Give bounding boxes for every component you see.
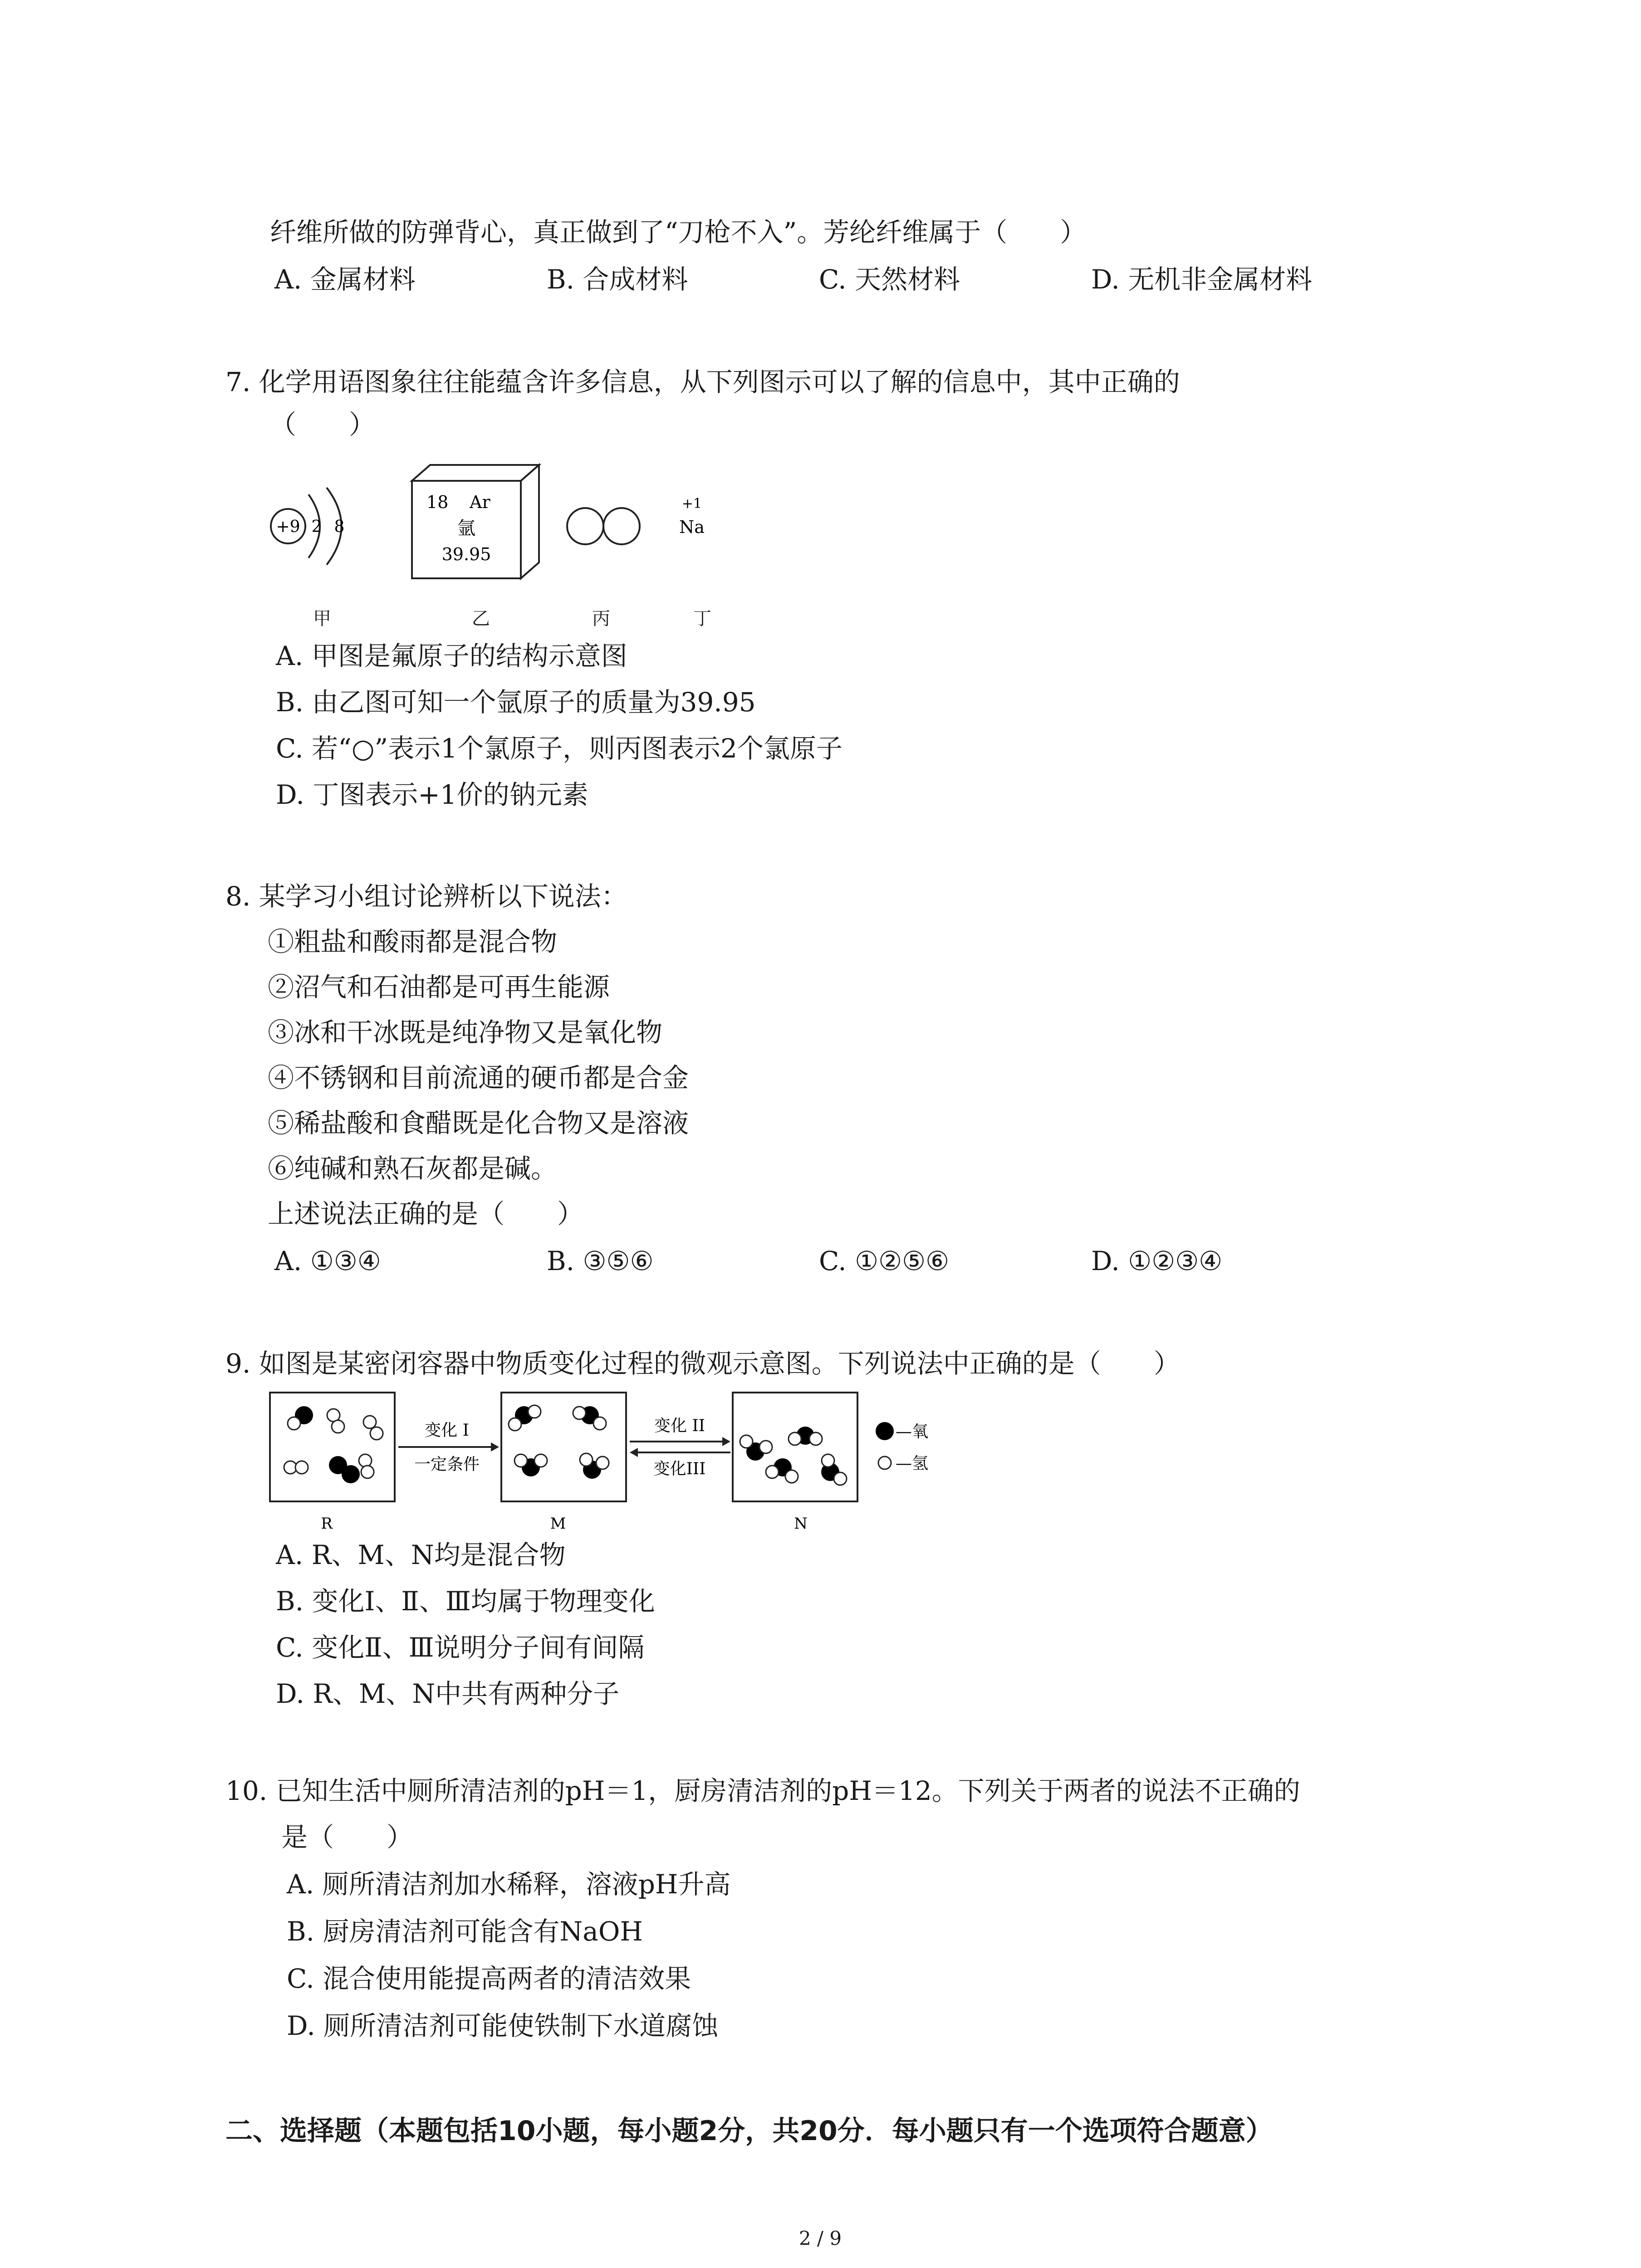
q7-option-a: A. 甲图是氟原子的结构示意图 [276,640,627,671]
q8-statement-3: ③冰和干冰既是纯净物又是氧化物 [268,1017,663,1048]
box-m [501,1393,626,1501]
q10-stem-line1: 10. 已知生活中厕所清洁剂的pH＝1，厨房清洁剂的pH＝12。下列关于两者的说法不正确的 [225,1775,1300,1806]
q10-option-d: D. 厕所清洁剂可能使铁制下水道腐蚀 [287,2010,719,2041]
q9-option-c: C. 变化Ⅱ、Ⅲ说明分子间有间隔 [276,1632,645,1663]
q8-statement-5: ⑤稀盐酸和食醋既是化合物又是溶液 [268,1108,689,1139]
q8-statement-4: ④不锈钢和目前流通的硬币都是合金 [268,1062,689,1093]
q6-option-b: B. 合成材料 [547,264,688,295]
q8-option-d: D. ①②③④ [1091,1246,1223,1276]
oxygen-legend-dot [876,1422,894,1440]
q6-option-d: D. 无机非金属材料 [1091,264,1313,295]
arrow2-top-label: 变化 II [654,1417,705,1435]
q6-stem-tail: 纤维所做的防弹背心，真正做到了“刀枪不入”。芳纶纤维属于（ ） [270,217,1087,248]
element-number: 18 [426,492,449,512]
q8-question: 上述说法正确的是（ ） [268,1198,584,1229]
fig-label-bing: 丙 [592,608,610,629]
q8-option-a: A. ①③④ [274,1246,381,1276]
q9-legend [876,1422,928,1473]
q9-option-a: A. R、M、N均是混合物 [276,1540,566,1570]
valence-symbol: Na [679,517,705,537]
q8-statement-2: ②沼气和石油都是可再生能源 [268,972,610,1002]
legend-hydrogen: —氢 [896,1454,929,1473]
element-name: 氩 [457,518,475,539]
q10-option-b: B. 厨房清洁剂可能含有NaOH [287,1916,643,1947]
box-label-m: M [550,1515,566,1533]
fig-label-yi: 乙 [472,608,490,629]
legend-oxygen: —氧 [896,1422,929,1441]
q9-stem: 9. 如图是某密闭容器中物质变化过程的微观示意图。下列说法中正确的是（ ） [225,1348,1180,1379]
box-label-r: R [321,1515,333,1533]
q7-option-c: C. 若“○”表示1个氯原子，则丙图表示2个氯原子 [276,733,843,764]
q8-statement-6: ⑥纯碱和熟石灰都是碱。 [268,1153,558,1184]
arrow2-bottom-label: 变化III [653,1460,706,1478]
valence-charge: +1 [681,496,702,512]
shell-count-1: 2 [311,518,322,536]
arrow1-bottom-label: 一定条件 [414,1455,480,1474]
q8-option-c: C. ①②⑤⑥ [819,1246,950,1276]
fig-label-jia: 甲 [313,608,331,629]
q7-stem-line1: 7. 化学用语图象往往能蕴含许多信息，从下列图示可以了解的信息中，其中正确的 [225,367,1180,397]
q10-option-c: C. 混合使用能提高两者的清洁效果 [287,1963,691,1994]
q7-figure [263,463,762,626]
q8-statement-1: ①粗盐和酸雨都是混合物 [268,926,558,957]
atom-structure-diagram [271,488,344,565]
q8-options [274,1245,1409,1277]
element-symbol: Ar [470,492,490,512]
nucleus-charge: +9 [276,518,300,536]
page-number: 2 / 9 [798,2227,842,2249]
two-atoms-diagram [567,508,640,544]
element-mass: 39.95 [441,544,491,564]
q7-option-d: D. 丁图表示+1价的钠元素 [276,779,588,810]
q6-option-a: A. 金属材料 [274,264,416,295]
q8-option-b: B. ③⑤⑥ [547,1246,654,1276]
arrow1-top-label: 变化 I [425,1421,469,1440]
valence-notation [679,496,705,537]
shell-count-2: 8 [334,518,345,536]
q6-option-c: C. 天然材料 [819,264,960,295]
section-2-title: 二、选择题（本题包括10小题，每小题2分，共20分．每小题只有一个选项符合题意） [225,2115,1273,2147]
hydrogen-legend-dot [878,1457,891,1469]
q9-option-d: D. R、M、N中共有两种分子 [276,1678,620,1709]
box-r [270,1393,395,1501]
fig-label-ding: 丁 [693,608,711,629]
q9-figure [263,1388,989,1538]
q8-stem: 8. 某学习小组讨论辨析以下说法： [225,881,627,912]
q10-option-a: A. 厕所清洁剂加水稀释，溶液pH升高 [287,1869,731,1900]
arrow-change-1 [398,1421,499,1474]
q10-stem-line2: 是（ ） [281,1822,413,1853]
q9-option-b: B. 变化Ⅰ、Ⅱ、Ⅲ均属于物理变化 [276,1586,655,1617]
box-n [733,1393,857,1501]
q7-option-b: B. 由乙图可知一个氩原子的质量为39.95 [276,687,756,718]
box-label-n: N [794,1515,808,1533]
q7-stem-line2: （ ） [270,409,376,440]
element-card [412,465,539,578]
arrow-change-2-3 [630,1417,730,1478]
q6-options [274,263,1409,296]
